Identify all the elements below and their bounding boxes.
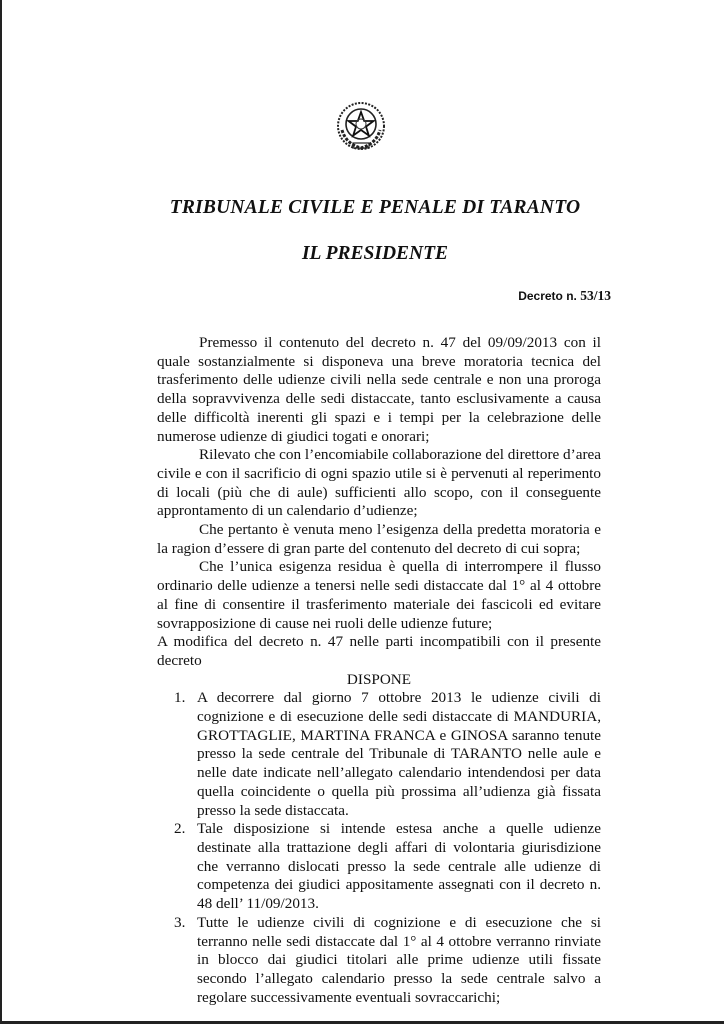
decree-body [157, 334, 601, 1007]
list-item [157, 820, 601, 914]
item-number: 2. [174, 820, 186, 838]
court-title: TRIBUNALE CIVILE E PENALE DI TARANTO [169, 197, 581, 218]
paragraph-rilevato: Rilevato che con l’encomiabile collaborazione del direttore d’area civile e con il sacrificio di ogni spazio utile si è pervenuti al reperimento di locali (più che di aule) sufficienti allo scopo, con il conseguente approntamento di un calendario d’udienze; [157, 446, 601, 520]
decree-label: Decreto n. [518, 289, 577, 303]
item-text: Tutte le udienze civili di cognizione e di esecuzione che si terranno nelle sedi distaccate dal 1° al 4 ottobre verranno rinviate in blocco dai giudici titolari alle prime udienze utili fissate secondo l’allegato calendario presso la sede centrale salvo a regolare successivamente eventuali sovraccarichi; [197, 913, 601, 1006]
item-number: 1. [174, 689, 186, 707]
italian-republic-emblem-icon [336, 100, 386, 152]
president-subtitle: IL PRESIDENTE [301, 243, 449, 264]
paragraph-premesso: Premesso il contenuto del decreto n. 47 del 09/09/2013 con il quale sostanzialmente si disponeva una breve moratoria tecnica del trasferimento delle udienze civili nella sede centrale e non una proroga della sopravvivenza delle sedi distaccate, tanto esclusivamente a causa delle difficoltà inerenti gli spazi e i tempi per la celebrazione delle numerose udienze di giudici togati e onorari; [157, 334, 601, 445]
decree-number: 53/13 [580, 288, 611, 303]
list-item [157, 689, 601, 820]
paragraph-esigenza: Che l’unica esigenza residua è quella di interrompere il flusso ordinario delle udienze a tenersi nelle sedi distaccate dal 1° al 4 ottobre al fine di consentire il trasferimento materiale dei fascicoli ed evitare sovrapposizione di cause nei ruoli delle udienze future; [157, 558, 601, 632]
dispositions-list [157, 689, 601, 1007]
decree-number-line [518, 288, 611, 304]
item-number: 3. [174, 913, 186, 931]
item-text: Tale disposizione si intende estesa anche a quelle udienze destinate alla trattazione degli affari di volontaria giurisdizione che verranno dislocati presso la sede centrale alle udienze di competenza dei giudici appositamente assegnati con il decreto n. 48 dell’ 11/09/2013. [197, 820, 601, 913]
paragraph-modifica: A modifica del decreto n. 47 nelle parti incompatibili con il presente decreto [157, 633, 601, 669]
dispone-heading: DISPONE [346, 670, 412, 688]
page-left-edge [0, 0, 2, 1024]
item-text: A decorrere dal giorno 7 ottobre 2013 le udienze civili di cognizione e di esecuzione delle sedi distaccate di MANDURIA, GROTTAGLIE, MARTINA FRANCA e GINOSA saranno tenute presso la sede centrale del Tribunale di TARANTO nelle aule e nelle date indicate nell’allegato calendario intendendosi per data quella coincidente o quella più prossima all’udienza già fissata presso la sede distaccata. [197, 689, 601, 819]
list-item [157, 914, 601, 1008]
paragraph-pertanto: Che pertanto è venuta meno l’esigenza della predetta moratoria e la ragion d’essere di gran parte del contenuto del decreto di cui sopra; [157, 521, 601, 557]
